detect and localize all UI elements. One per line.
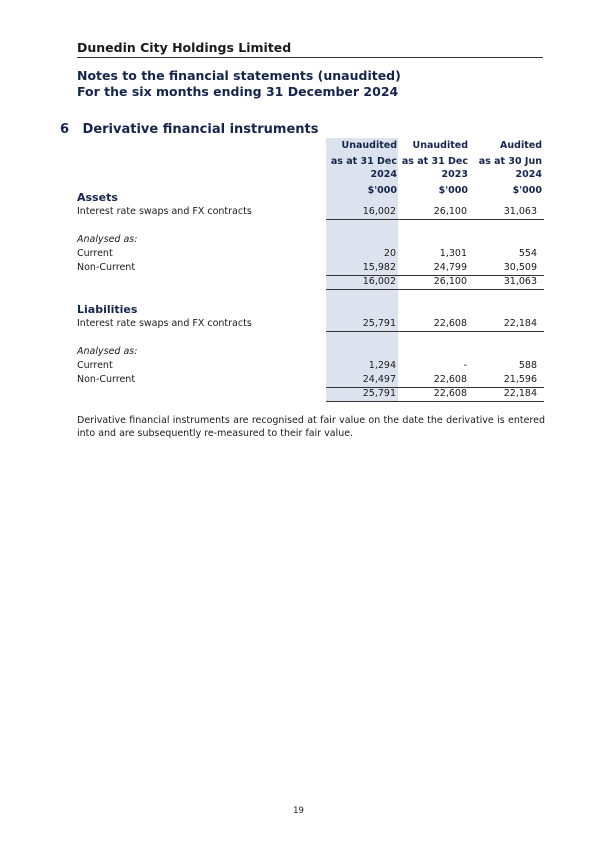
cell-value: 588 xyxy=(518,360,537,371)
cell-value: 22,608 xyxy=(433,388,467,399)
cell-value: - xyxy=(463,360,467,371)
row-label: Interest rate swaps and FX contracts xyxy=(77,206,252,217)
table-row xyxy=(77,247,543,261)
footnote-text: Derivative financial instruments are recognised at fair value on the date the derivative is entered into and are subsequently re-measured to their fair value. xyxy=(77,415,545,439)
cell-value: 22,608 xyxy=(433,318,467,329)
cell-value: 15,982 xyxy=(362,262,396,273)
cell-value: 25,791 xyxy=(362,388,396,399)
row-label: Current xyxy=(77,248,113,259)
cell-value: 1,294 xyxy=(368,360,396,371)
column-2-year: 2023 xyxy=(441,169,468,180)
analysed-as-row xyxy=(77,233,543,247)
section-heading xyxy=(60,122,318,137)
liabilities-heading: Liabilities xyxy=(77,303,138,316)
rule xyxy=(326,219,544,220)
notes-title-line-1: Notes to the financial statements (unaudited) xyxy=(77,68,401,83)
cell-value: 30,509 xyxy=(503,262,537,273)
table-row xyxy=(77,373,543,387)
column-header-1 xyxy=(327,139,397,197)
cell-value: 16,002 xyxy=(362,276,396,287)
cell-value: 31,063 xyxy=(503,276,537,287)
cell-value: 16,002 xyxy=(362,206,396,217)
rule xyxy=(326,331,544,332)
table-row xyxy=(77,205,543,219)
row-label: Interest rate swaps and FX contracts xyxy=(77,318,252,329)
column-header-3 xyxy=(472,139,542,197)
column-3-unit: $'000 xyxy=(512,185,542,196)
rule xyxy=(326,401,544,402)
row-label: Non-Current xyxy=(77,374,136,385)
assets-heading-row xyxy=(77,191,543,205)
cell-value: 26,100 xyxy=(433,206,467,217)
company-name: Dunedin City Holdings Limited xyxy=(77,40,543,58)
column-2-status: Unaudited xyxy=(412,140,468,151)
cell-value: 25,791 xyxy=(362,318,396,329)
column-3-status: Audited xyxy=(500,140,542,151)
analysed-as-label: Analysed as: xyxy=(77,346,138,357)
row-label: Current xyxy=(77,360,113,371)
notes-title-line-2: For the six months ending 31 December 2024 xyxy=(77,84,399,99)
section-number: 6 xyxy=(60,122,70,137)
column-2-unit: $'000 xyxy=(438,185,468,196)
cell-value: 22,608 xyxy=(433,374,467,385)
analysed-as-label: Analysed as: xyxy=(77,234,138,245)
row-label: Non-Current xyxy=(77,262,136,273)
column-1-status: Unaudited xyxy=(341,140,397,151)
column-1-year: 2024 xyxy=(370,169,397,180)
subtotal-row xyxy=(77,275,543,289)
assets-heading: Assets xyxy=(77,191,118,204)
column-1-unit: $'000 xyxy=(367,185,397,196)
column-3-date: as at 30 Jun xyxy=(478,156,542,167)
column-2-date: as at 31 Dec xyxy=(401,156,468,167)
cell-value: 20 xyxy=(383,248,396,259)
notes-title xyxy=(77,68,401,100)
section-title: Derivative financial instruments xyxy=(82,122,319,137)
rule xyxy=(326,289,544,290)
column-header-2 xyxy=(398,139,468,197)
cell-value: 21,596 xyxy=(503,374,537,385)
analysed-as-row xyxy=(77,345,543,359)
page-number: 19 xyxy=(293,806,304,816)
cell-value: 26,100 xyxy=(433,276,467,287)
cell-value: 554 xyxy=(518,248,537,259)
table-row xyxy=(77,317,543,331)
table-row xyxy=(77,261,543,275)
cell-value: 24,799 xyxy=(433,262,467,273)
table-row xyxy=(77,359,543,373)
column-3-year: 2024 xyxy=(515,169,542,180)
liabilities-heading-row xyxy=(77,303,543,317)
cell-value: 22,184 xyxy=(503,388,537,399)
column-1-date: as at 31 Dec xyxy=(330,156,397,167)
cell-value: 24,497 xyxy=(362,374,396,385)
cell-value: 22,184 xyxy=(503,318,537,329)
subtotal-row xyxy=(77,387,543,401)
cell-value: 31,063 xyxy=(503,206,537,217)
cell-value: 1,301 xyxy=(439,248,467,259)
